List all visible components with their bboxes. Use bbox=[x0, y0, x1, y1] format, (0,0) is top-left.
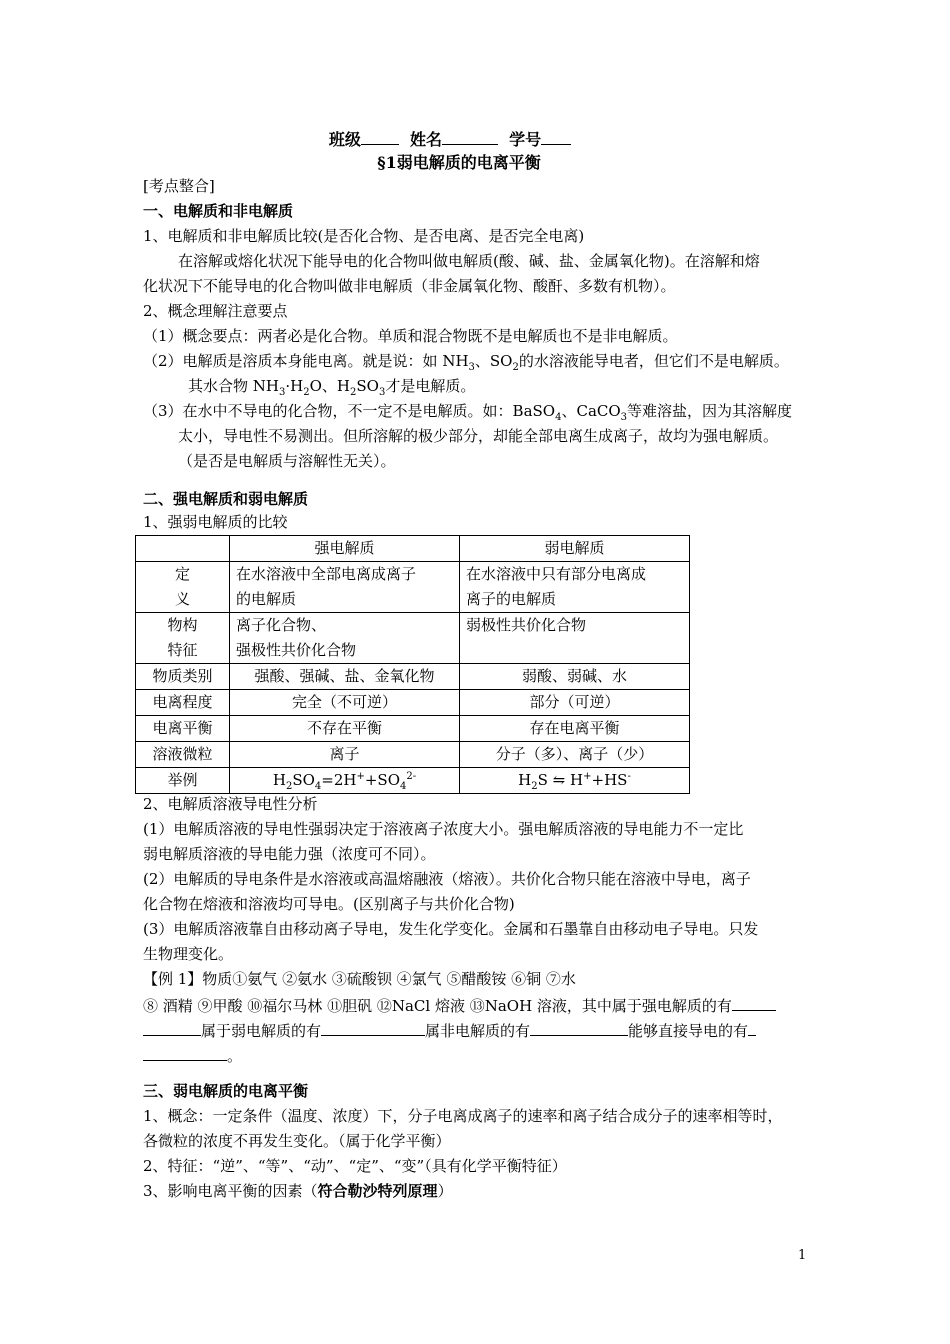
section-3-heading: 三、弱电解质的电离平衡 bbox=[143, 1082, 309, 1100]
cell-strong: 在水溶液中全部电离成离子 的电解质 bbox=[230, 562, 460, 613]
class-label: 班级 bbox=[328, 130, 361, 149]
row-label: 物质类别 bbox=[136, 664, 230, 690]
cell-strong: 不存在平衡 bbox=[230, 716, 460, 742]
cell-strong: 离子化合物、 强极性共价化合物 bbox=[230, 613, 460, 664]
example-1-line3: 属于弱电解质的有 属非电解质的有 能够直接导电的有 bbox=[143, 1019, 756, 1041]
example-1-line2: ⑧ 酒精 ⑨甲酸 ⑩福尔马林 ⑪胆矾 ⑫NaCl 熔液 ⑬NaOH 溶液，其中属于强电解质的有 bbox=[143, 994, 776, 1016]
s2-p2b: 弱电解质溶液的导电能力强（浓度可不同）。 bbox=[143, 845, 436, 863]
s2-p1: 1、强弱电解质的比较 bbox=[143, 513, 288, 531]
strong-electrolyte-blank-cont[interactable] bbox=[143, 1019, 201, 1036]
class-blank[interactable] bbox=[361, 128, 399, 145]
s2-p2f: 生物理变化。 bbox=[143, 945, 234, 963]
row-label: 电离平衡 bbox=[136, 716, 230, 742]
table-header-row bbox=[136, 536, 690, 562]
s1-p2e: 太小，导电性不易测出。但所溶解的极少部分，却能全部电离生成离子，故均为强电解质。 bbox=[178, 427, 779, 445]
section-1-heading: 一、电解质和非电解质 bbox=[143, 202, 294, 220]
cell-weak: 存在电离平衡 bbox=[460, 716, 690, 742]
section-tag: [考点整合] bbox=[143, 177, 215, 195]
table-row bbox=[136, 664, 690, 690]
section-2-heading: 二、强电解质和弱电解质 bbox=[143, 490, 309, 508]
s1-p1a: 在溶解或熔化状况下能导电的化合物叫做电解质(酸、碱、盐、金属氧化物)。在溶解和熔 bbox=[178, 252, 760, 270]
number-label: 学号 bbox=[509, 130, 542, 149]
cell-weak: 部分（可逆） bbox=[460, 690, 690, 716]
table-row bbox=[136, 613, 690, 664]
s1-p1b: 化状况下不能导电的化合物叫做非电解质（非金属氧化物、酸酐、多数有机物）。 bbox=[143, 277, 676, 295]
student-info-line bbox=[0, 128, 925, 151]
table-header-weak: 弱电解质 bbox=[460, 536, 690, 562]
comparison-table bbox=[135, 535, 690, 794]
page-number: 1 bbox=[798, 1248, 807, 1263]
cell-weak: 在水溶液中只有部分电离成 离子的电解质 bbox=[460, 562, 690, 613]
s2-p2: 2、电解质溶液导电性分析 bbox=[143, 795, 318, 813]
s3-p3: 3、影响电离平衡的因素（符合勒沙特列原理） bbox=[143, 1182, 453, 1200]
cell-strong: 强酸、强碱、盐、金氧化物 bbox=[230, 664, 460, 690]
table-row bbox=[136, 690, 690, 716]
row-label: 物构 特征 bbox=[136, 613, 230, 664]
s3-p1b: 各微粒的浓度不再发生变化。（属于化学平衡） bbox=[143, 1132, 451, 1150]
s1-p2: 2、概念理解注意要点 bbox=[143, 302, 288, 320]
s2-p2c: (2）电解质的导电条件是水溶液或高温熔融液（熔液）。共价化合物只能在溶液中导电，离子 bbox=[143, 870, 751, 888]
name-blank[interactable] bbox=[442, 128, 498, 145]
row-label: 溶液微粒 bbox=[136, 742, 230, 768]
weak-electrolyte-blank[interactable] bbox=[321, 1019, 425, 1036]
s3-p2: 2、特征：“逆”、“等”、“动”、“定”、“变”（具有化学平衡特征） bbox=[143, 1157, 567, 1175]
row-label: 电离程度 bbox=[136, 690, 230, 716]
example-1-line1: 【例 1】物质①氨气 ②氨水 ③硫酸钡 ④氯气 ⑤醋酸铵 ⑥铜 ⑦水 bbox=[143, 970, 576, 988]
table-row bbox=[136, 742, 690, 768]
table-header-strong: 强电解质 bbox=[230, 536, 460, 562]
s2-p2d: 化合物在熔液和溶液均可导电。(区别离子与共价化合物) bbox=[143, 895, 515, 913]
row-label: 举例 bbox=[136, 768, 230, 794]
s1-p1: 1、电解质和非电解质比较(是否化合物、是否电离、是否完全电离) bbox=[143, 227, 585, 245]
cell-weak: 分子（多）、离子（少） bbox=[460, 742, 690, 768]
row-label: 定 义 bbox=[136, 562, 230, 613]
conductive-blank-cont[interactable] bbox=[143, 1044, 227, 1061]
page-title: §1弱电解质的电离平衡 bbox=[377, 153, 541, 172]
s1-p2b: （2）电解质是溶质本身能电离。就是说：如 $NH_3$、$SO_2$的水溶液能导电者，但它们不是电解质。 bbox=[143, 352, 789, 373]
table-row bbox=[136, 768, 690, 794]
cell-weak-example: $H_2S$ ⇋ H++HS- bbox=[460, 768, 690, 794]
s2-p2a: (1）电解质溶液的导电性强弱决定于溶液离子浓度大小。强电解质溶液的导电能力不一定比 bbox=[143, 820, 744, 838]
table-row bbox=[136, 716, 690, 742]
cell-strong: 离子 bbox=[230, 742, 460, 768]
non-electrolyte-blank[interactable] bbox=[530, 1019, 628, 1036]
table-row bbox=[136, 562, 690, 613]
s1-p2a: （1）概念要点：两者必是化合物。单质和混合物既不是电解质也不是非电解质。 bbox=[143, 327, 678, 345]
conductive-blank[interactable] bbox=[748, 1019, 756, 1036]
cell-strong: 完全（不可逆） bbox=[230, 690, 460, 716]
table-corner-cell bbox=[136, 536, 230, 562]
s3-p1: 1、概念：一定条件（温度、浓度）下，分子电离成离子的速率和离子结合成分子的速率相等时， bbox=[143, 1107, 783, 1125]
s1-p2c: 其水合物 $NH_3\cdot H_2O$、$H_2SO_3$才是电解质。 bbox=[188, 377, 476, 398]
strong-electrolyte-blank[interactable] bbox=[732, 994, 776, 1011]
number-blank[interactable] bbox=[541, 128, 571, 145]
cell-weak: 弱酸、弱碱、水 bbox=[460, 664, 690, 690]
cell-weak: 弱极性共价化合物 bbox=[460, 613, 690, 664]
example-1-line4: 。 bbox=[143, 1044, 242, 1066]
s2-p2e: (3）电解质溶液靠自由移动离子导电，发生化学变化。金属和石墨靠自由移动电子导电。只发 bbox=[143, 920, 759, 938]
name-label: 姓名 bbox=[409, 130, 442, 149]
s1-p2f: （是否是电解质与溶解性无关）。 bbox=[178, 452, 396, 470]
cell-strong-example: $H_2SO_4=2H^++SO_4^{2-}$ bbox=[230, 768, 460, 794]
s1-p2d: （3）在水中不导电的化合物，不一定不是电解质。如：BaSO$_4$、CaCO$_3$等难溶盐，因为其溶解度 bbox=[143, 402, 793, 423]
